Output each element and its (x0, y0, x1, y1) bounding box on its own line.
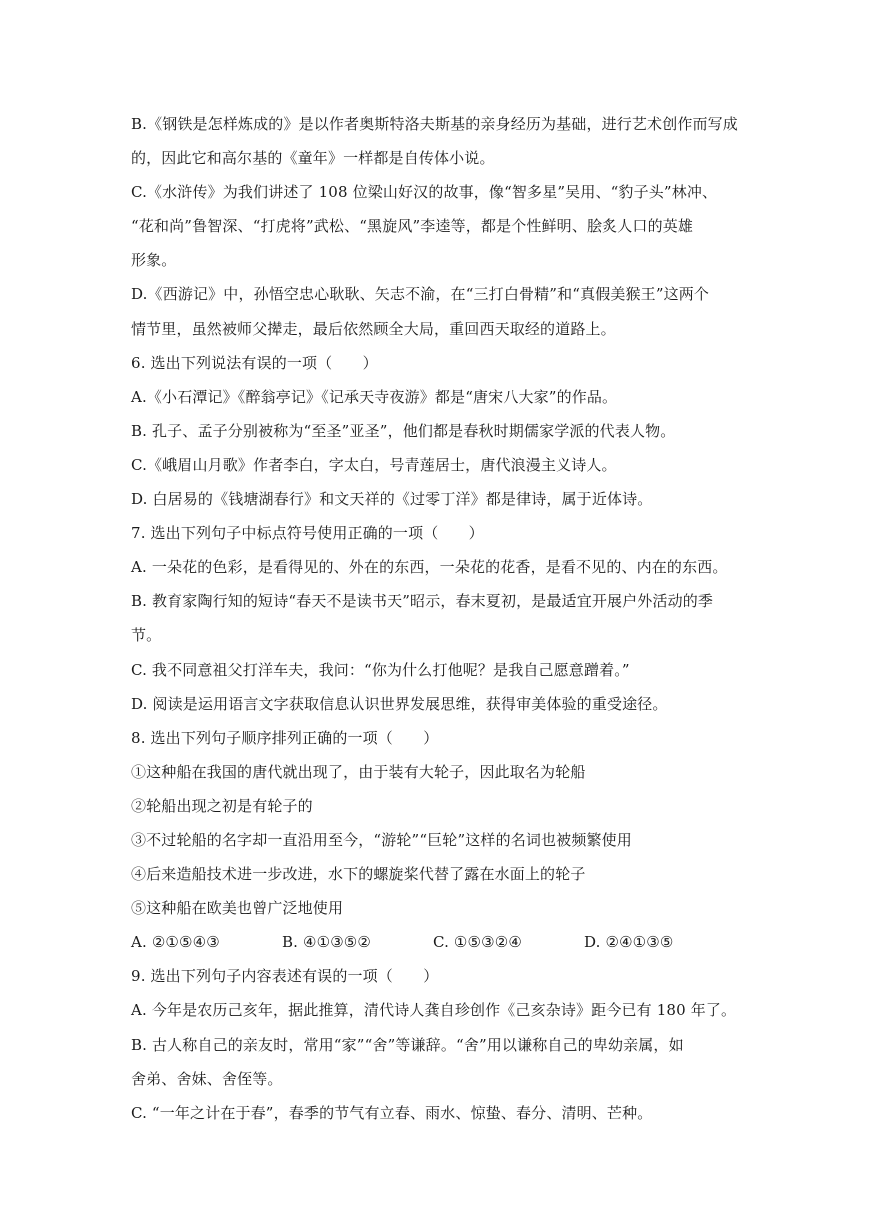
text-line: “花和尚”鲁智深、“打虎将”武松、“黑旋风”李逵等，都是个性鲜明、脍炙人口的英雄 (131, 217, 694, 236)
text-line: ③不过轮船的名字却一直沿用至今，“游轮”“巨轮”这样的名词也被频繁使用 (131, 830, 632, 849)
text-line: C. “一年之计在于春”，春季的节气有立春、雨水、惊蛰、春分、清明、芒种。 (131, 1103, 653, 1122)
text-line: C.《水浒传》为我们讲述了 108 位梁山好汉的故事，像“智多星”吴用、“豹子头”林冲、 (131, 183, 718, 202)
question-9-stem: 9. 选出下列句子内容表述有误的一项（ ） (131, 967, 439, 986)
text-line: B. 古人称自己的亲友时，常用“家”“舍”等谦辞。“舍”用以谦称自己的卑幼亲属，如 (131, 1035, 684, 1054)
text-line: 的，因此它和高尔基的《童年》一样都是自传体小说。 (131, 149, 495, 168)
text-line: A. 今年是农历己亥年，据此推算，清代诗人龚自珍创作《己亥杂诗》距今已有 180 年了。 (131, 1001, 737, 1020)
question-7-stem: 7. 选出下列句子中标点符号使用正确的一项（ ） (131, 524, 484, 543)
text-line: D. 阅读是运用语言文字获取信息认识世界发展思维，获得审美体验的重受途径。 (131, 694, 668, 713)
text-line: 节。 (131, 626, 162, 645)
text-line: ②轮船出现之初是有轮子的 (131, 796, 313, 815)
text-line: A.《小石潭记》《醉翁亭记》《记承天寺夜游》都是“唐宋八大家”的作品。 (131, 387, 618, 406)
text-line: 舍弟、舍妹、舍侄等。 (131, 1069, 283, 1088)
question-8-options (131, 925, 779, 959)
question-8-stem: 8. 选出下列句子顺序排列正确的一项（ ） (131, 728, 439, 747)
option-c: C. ①⑤③②④ (433, 933, 522, 952)
text-line: ④后来造船技术进一步改进，水下的螺旋桨代替了露在水面上的轮子 (131, 865, 586, 884)
text-line: B. 孔子、孟子分别被称为“至圣”亚圣”，他们都是春秋时期儒家学派的代表人物。 (131, 421, 676, 440)
text-line: A. 一朵花的色彩，是看得见的、外在的东西，一朵花的花香，是看不见的、内在的东西。 (131, 558, 728, 577)
text-line: 形象。 (131, 251, 177, 270)
text-line: C.《峨眉山月歌》作者李白，字太白，号青莲居士，唐代浪漫主义诗人。 (131, 455, 617, 474)
text-line: ⑤这种船在欧美也曾广泛地使用 (131, 899, 344, 918)
text-line: ①这种船在我国的唐代就出现了，由于装有大轮子，因此取名为轮船 (131, 762, 586, 781)
text-line: B. 教育家陶行知的短诗“春天不是读书天”昭示，春末夏初，是最适宜开展户外活动的季 (131, 592, 714, 611)
text-line: D.《西游记》中，孙悟空忠心耿耿、矢志不渝，在“三打白骨精”和“真假美猴王”这两个 (131, 285, 710, 304)
text-line: B.《钢铁是怎样炼成的》是以作者奥斯特洛夫斯基的亲身经历为基础，进行艺术创作而写成 (131, 115, 738, 133)
text-line: C. 我不同意祖父打洋车夫，我问：“你为什么打他呢？是我自己愿意蹭着。” (131, 660, 630, 679)
text-line: D. 白居易的《钱塘湖春行》和文天祥的《过零丁洋》都是律诗，属于近体诗。 (131, 490, 653, 509)
text-line: 情节里，虽然被师父撵走，最后依然顾全大局，重回西天取经的道路上。 (131, 319, 616, 338)
option-b: B. ④①③⑤② (282, 933, 371, 952)
option-a: A. ②①⑤④③ (131, 933, 220, 952)
question-6-stem: 6. 选出下列说法有误的一项（ ） (131, 353, 378, 372)
option-d: D. ②④①③⑤ (584, 933, 674, 952)
